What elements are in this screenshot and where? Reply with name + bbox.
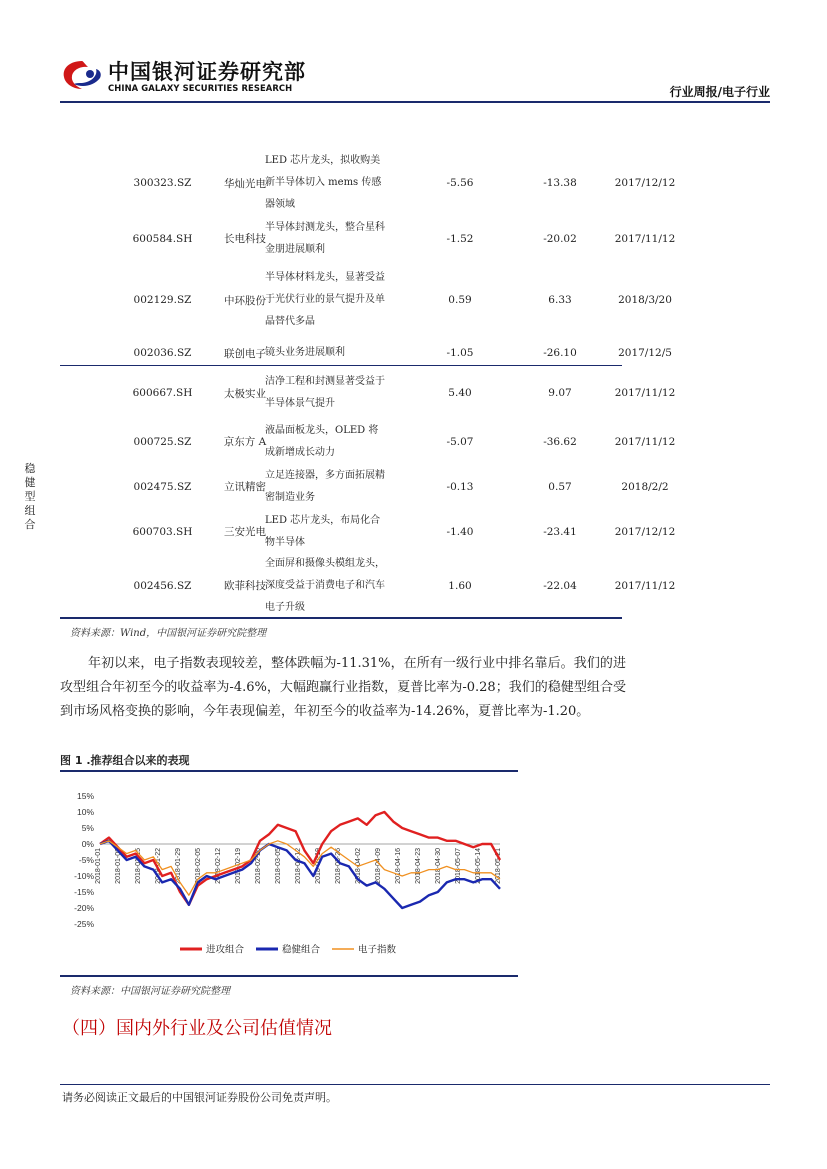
y-tick-label: 10% (76, 807, 94, 817)
paragraph-text: 年初以来，电子指数表现较差，整体跌幅为-11.31%，在所有一级行业中排名靠后。我们的进攻型组合年初至今的收益率为-4.6%，大幅跑赢行业指数，夏普比率为-0.28；我们的稳健型组合受到市场风格变换的影响，今年表现偏差，年初至今的收益率为-14.26%，夏普比率为-1.20。 (60, 656, 626, 719)
page-header (60, 52, 770, 104)
ytd-return: 6.33 (548, 294, 572, 306)
stock-description: 全面屏和摄像头模组龙头，深度受益于消费电子和汽车电子升级 (265, 557, 385, 613)
stock-description: 液晶面板龙头，OLED 将成新增成长动力 (265, 424, 379, 458)
stock-code: 000725.SZ (133, 435, 192, 448)
stock-name: 中环股份 (224, 294, 266, 307)
table-group-divider (60, 365, 622, 366)
table-row (60, 261, 672, 339)
performance-line-chart (60, 778, 518, 973)
x-tick-label: 2018-03-12 (295, 848, 302, 884)
y-tick-label: -20% (74, 903, 94, 913)
weekly-return: -5.56 (446, 177, 474, 189)
weekly-return: 0.59 (448, 294, 472, 306)
table-row (60, 367, 676, 419)
added-date: 2018/2/2 (621, 480, 669, 493)
stock-code: 002475.SZ (133, 480, 192, 493)
ytd-return: -22.04 (543, 579, 577, 592)
x-tick-label: 2018-04-02 (355, 848, 362, 884)
y-tick-label: -15% (74, 887, 94, 897)
weekly-return: -0.13 (446, 480, 474, 493)
x-tick-label: 2018-02-26 (255, 848, 262, 884)
x-tick-label: 2018-01-29 (175, 848, 182, 884)
weekly-return: -1.05 (446, 347, 474, 359)
stock-code: 600584.SH (132, 232, 193, 245)
x-tick-label: 2018-01-08 (115, 848, 122, 884)
stock-name: 立讯精密 (224, 481, 266, 493)
table-row (60, 419, 676, 464)
legend-label: 电子指数 (358, 944, 397, 956)
galaxy-logo-icon (60, 58, 104, 92)
y-tick-label: 15% (76, 791, 94, 801)
report-category: 行业周报/电子行业 (669, 85, 770, 99)
table-source: 资料来源：Wind，中国银河证券研究院整理 (70, 628, 267, 639)
x-tick-label: 2018-02-05 (195, 848, 202, 884)
added-date: 2017/11/12 (614, 387, 676, 399)
x-tick-label: 2018-03-19 (315, 848, 322, 884)
x-tick-label: 2018-04-30 (435, 848, 442, 884)
table-row (60, 339, 672, 367)
x-tick-label: 2018-04-23 (415, 848, 422, 884)
legend-label: 进攻组合 (206, 944, 245, 956)
weekly-return: -5.07 (446, 435, 474, 448)
y-tick-label: 0% (81, 839, 94, 849)
footer-disclaimer: 请务必阅读正文最后的中国银河证券股份公司免责声明。 (62, 1091, 337, 1104)
section-heading: （四）国内外行业及公司估值情况 (62, 1018, 332, 1039)
added-date: 2017/12/12 (614, 525, 676, 538)
ytd-return: -36.62 (543, 435, 577, 448)
legend-label: 稳健组合 (282, 944, 321, 956)
stock-name: 京东方 A (223, 436, 267, 448)
added-date: 2017/11/12 (614, 232, 676, 245)
stock-name: 太极实业 (224, 387, 266, 400)
x-tick-label: 2018-05-07 (455, 848, 462, 884)
table-row (60, 150, 676, 216)
x-tick-label: 2018-02-12 (215, 848, 222, 884)
added-date: 2017/12/5 (618, 347, 672, 359)
header-divider (60, 101, 770, 103)
x-tick-label: 2018-01-15 (135, 848, 142, 884)
x-tick-label: 2018-01-22 (155, 848, 162, 884)
x-tick-label: 2018-01-01 (95, 848, 102, 884)
stock-code: 300323.SZ (133, 177, 192, 189)
y-tick-label: 5% (81, 823, 94, 833)
x-tick-label: 2018-04-16 (395, 848, 402, 884)
added-date: 2017/11/12 (614, 579, 676, 592)
weekly-return: 5.40 (448, 387, 472, 399)
stock-description: 半导体材料龙头，显著受益于光伏行业的景气提升及单晶替代多晶 (265, 272, 385, 327)
stock-description: 立足连接器，多方面拓展精密制造业务 (265, 469, 385, 503)
added-date: 2017/11/12 (614, 435, 676, 448)
body-paragraph (60, 652, 626, 724)
x-tick-label: 2018-05-21 (495, 848, 502, 884)
table-row (60, 554, 676, 617)
stock-description: LED 芯片龙头，布局化合物半导体 (265, 514, 381, 548)
weekly-return: 1.60 (448, 579, 472, 592)
stock-name: 欧菲科技 (224, 580, 266, 592)
added-date: 2018/3/20 (618, 294, 672, 306)
stock-description: LED 芯片龙头，拟收购美新半导体切入 mems 传感器领域 (265, 155, 382, 210)
stock-description: 镜头业务进展顺利 (265, 347, 345, 358)
ytd-return: -23.41 (543, 525, 577, 538)
figure-top-rule (60, 770, 518, 772)
x-tick-label: 2018-04-09 (375, 848, 382, 884)
stock-name: 三安光电 (224, 526, 266, 538)
ytd-return: -20.02 (543, 232, 577, 245)
x-tick-label: 2018-03-26 (335, 848, 342, 884)
figure-source: 资料来源：中国银河证券研究院整理 (70, 986, 230, 997)
ytd-return: -13.38 (543, 177, 577, 189)
figure-bottom-rule (60, 975, 518, 977)
stock-code: 002456.SZ (133, 579, 192, 592)
table-row (60, 464, 669, 509)
ytd-return: -26.10 (543, 347, 577, 359)
table-row (60, 216, 676, 261)
y-tick-label: -25% (74, 919, 94, 929)
figure-title: 图 1 .推荐组合以来的表现 (60, 754, 190, 767)
stock-name: 华灿光电 (224, 177, 266, 190)
weekly-return: -1.52 (446, 232, 474, 245)
group-label-stable: 稳 健 型 组 合 (24, 462, 36, 531)
x-tick-label: 2018-02-19 (235, 848, 242, 884)
added-date: 2017/12/12 (614, 177, 676, 189)
stock-code: 002036.SZ (133, 347, 192, 359)
stock-code: 600703.SH (132, 525, 193, 538)
ytd-return: 9.07 (548, 387, 572, 399)
company-name-en: CHINA GALAXY SECURITIES RESEARCH (108, 83, 293, 93)
stock-name: 长电科技 (224, 233, 266, 245)
stock-name: 联创电子 (224, 347, 266, 360)
company-name-cn: 中国银河证券研究部 (108, 60, 306, 84)
footer-divider (60, 1084, 770, 1085)
stock-description: 洁净工程和封测显著受益于半导体景气提升 (265, 376, 385, 409)
table-bottom-rule (60, 617, 622, 619)
y-tick-label: -10% (74, 871, 94, 881)
table-row (60, 509, 676, 554)
x-tick-label: 2018-03-05 (275, 848, 282, 884)
y-tick-label: -5% (78, 855, 94, 865)
weekly-return: -1.40 (446, 525, 474, 538)
stock-code: 600667.SH (132, 387, 193, 399)
stock-code: 002129.SZ (133, 294, 192, 306)
x-tick-label: 2018-05-14 (475, 848, 482, 884)
stock-description: 半导体封测龙头，整合星科金朋进展顺利 (265, 221, 385, 255)
ytd-return: 0.57 (548, 480, 572, 493)
